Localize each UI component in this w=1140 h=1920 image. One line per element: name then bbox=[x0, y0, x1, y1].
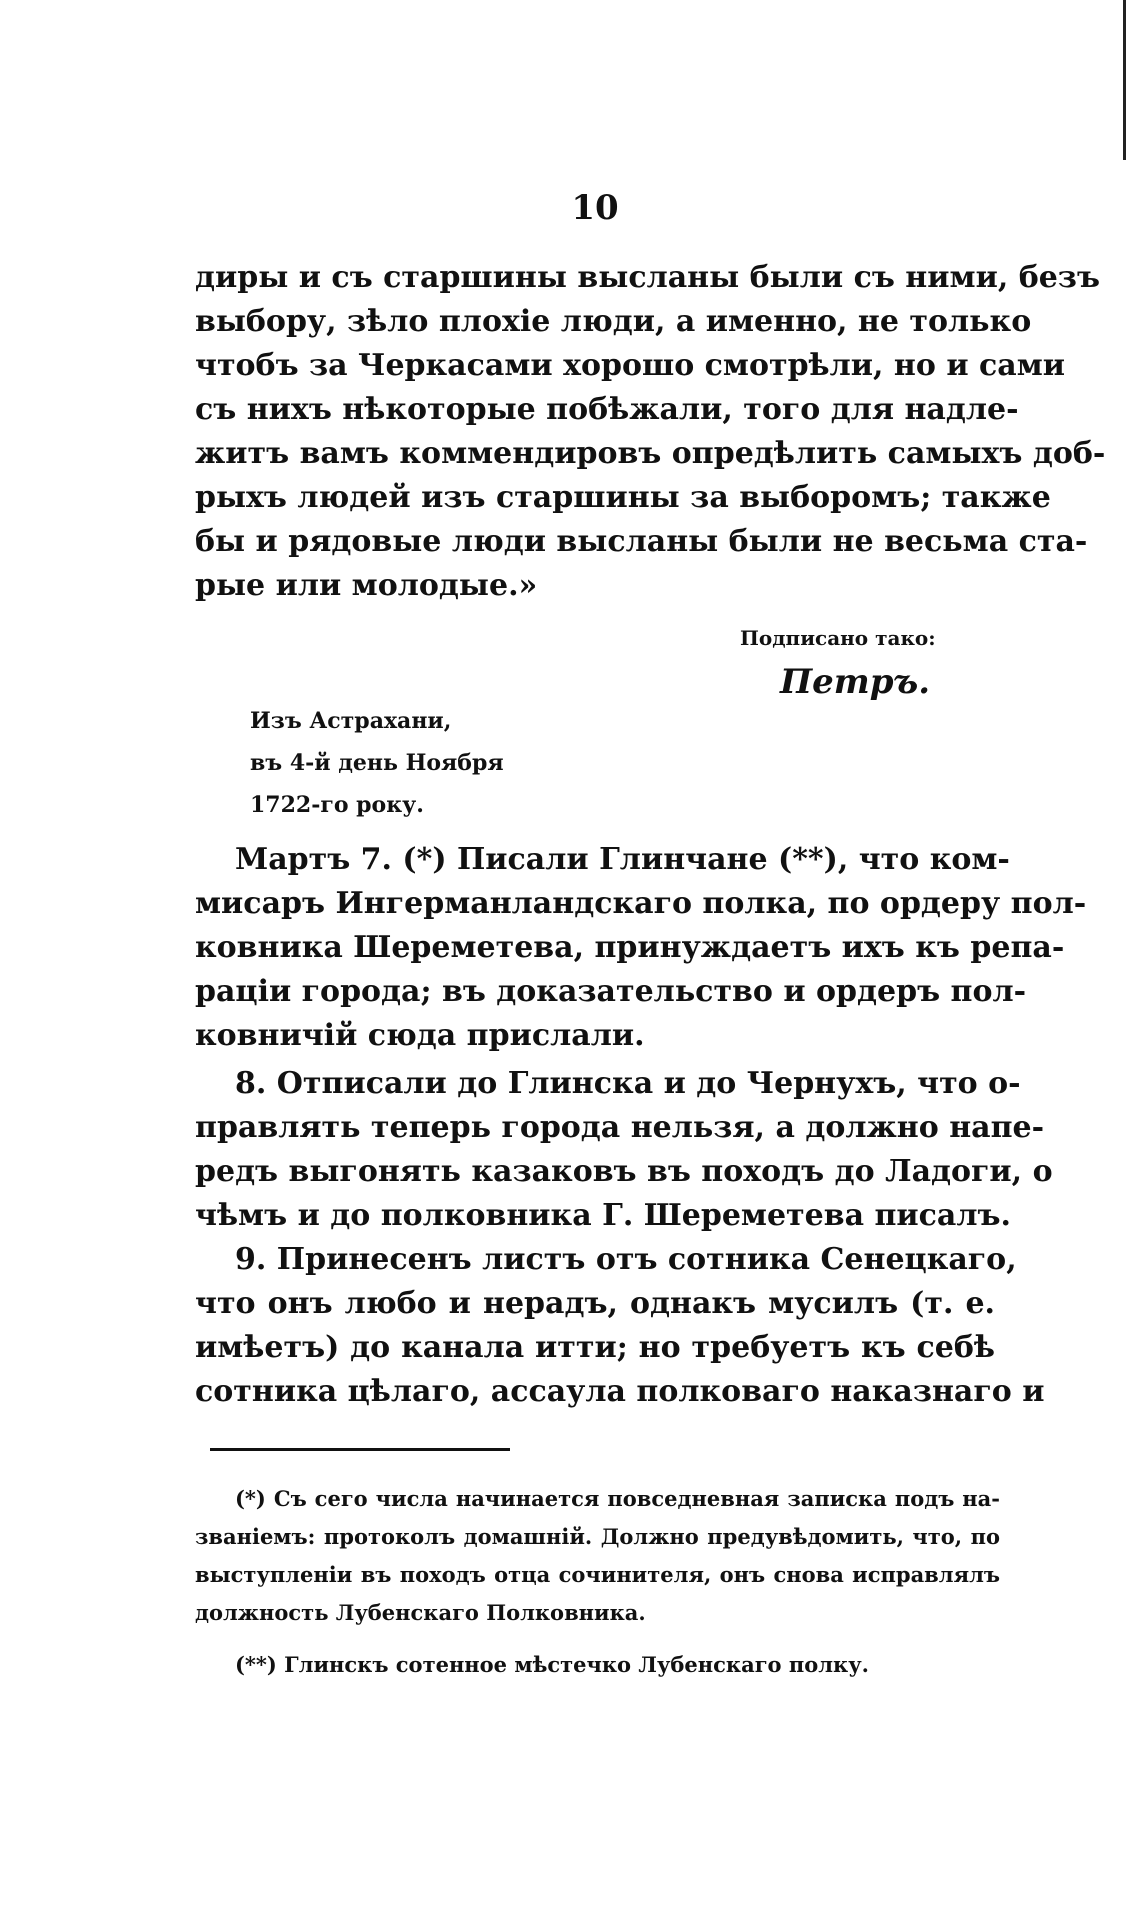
text-line: имѣетъ) до канала итти; но требуетъ къ себѣ bbox=[195, 1330, 995, 1365]
footnote-divider bbox=[210, 1448, 510, 1451]
footnote-line: должность Лубенскаго Полковника. bbox=[195, 1600, 646, 1625]
text-line: выбору, зѣло плохіе люди, а именно, не только bbox=[195, 304, 1032, 339]
text-line: раціи города; въ доказательство и ордеръ пол- bbox=[195, 974, 1027, 1009]
place-date-line: въ 4-й день Ноября bbox=[250, 750, 504, 776]
text-line: съ нихъ нѣкоторые побѣжали, того для надле- bbox=[195, 392, 1019, 427]
text-line: житъ вамъ коммендировъ опредѣлить самыхъ доб- bbox=[195, 436, 1106, 471]
text-line: рые или молодые.» bbox=[195, 568, 538, 603]
place-date-line: Изъ Астрахани, bbox=[250, 708, 452, 734]
text-line: чѣмъ и до полковника Г. Шереметева писалъ. bbox=[195, 1198, 1011, 1233]
footnote-2 bbox=[195, 1646, 1000, 1684]
paragraph-9 bbox=[195, 1238, 1045, 1414]
footnote-line: (*) Съ сего числа начинается повседневная записка подъ на- bbox=[235, 1486, 1000, 1511]
signature-label: Подписано тако: bbox=[740, 626, 936, 650]
text-line: диры и съ старшины высланы были съ ними, безъ bbox=[195, 260, 1100, 295]
text-line: бы и рядовые люди высланы были не весьма ста- bbox=[195, 524, 1088, 559]
text-line: Мартъ 7. (*) Писали Глинчане (**), что ком- bbox=[235, 842, 1010, 877]
text-line: чтобъ за Черкасами хорошо смотрѣли, но и сами bbox=[195, 348, 1066, 383]
paragraph-8 bbox=[195, 1062, 1053, 1238]
text-line: ковничій сюда прислали. bbox=[195, 1018, 645, 1053]
place-date bbox=[250, 700, 504, 826]
text-line: мисаръ Ингерманландскаго полка, по ордеру пол- bbox=[195, 886, 1087, 921]
text-line: ковника Шереметева, принуждаетъ ихъ къ репа- bbox=[195, 930, 1065, 965]
text-line: 8. Отписали до Глинска и до Чернухъ, что о- bbox=[235, 1066, 1021, 1101]
text-line: что онъ любо и нерадъ, однакъ мусилъ (т. е. bbox=[195, 1286, 995, 1321]
footnote-line: выступленіи въ походъ отца сочинителя, онъ снова исправлялъ bbox=[195, 1562, 1000, 1587]
text-line: рыхъ людей изъ старшины за выборомъ; также bbox=[195, 480, 1051, 515]
signature-name: Петръ. bbox=[780, 662, 931, 702]
footnote-1 bbox=[195, 1480, 1000, 1632]
page-number: 10 bbox=[571, 188, 619, 228]
footnote-line: званіемъ: протоколъ домашній. Должно предувѣдомить, что, по bbox=[195, 1524, 1000, 1549]
footnote-line: (**) Глинскъ сотенное мѣстечко Лубенскаго полку. bbox=[235, 1652, 869, 1677]
place-date-line: 1722-го року. bbox=[250, 792, 424, 818]
footnotes bbox=[195, 1480, 1000, 1684]
paragraph-letter-ending bbox=[195, 256, 1106, 608]
text-line: 9. Принесенъ листъ отъ сотника Сенецкаго, bbox=[235, 1242, 1017, 1277]
text-line: сотника цѣлаго, ассаула полковаго наказнаго и bbox=[195, 1374, 1045, 1409]
page-edge-mark bbox=[1123, 0, 1126, 160]
paragraph-march-7 bbox=[195, 838, 1087, 1058]
text-line: редъ выгонять казаковъ въ походъ до Ладоги, о bbox=[195, 1154, 1053, 1189]
text-line: правлять теперь города нельзя, а должно напе- bbox=[195, 1110, 1045, 1145]
